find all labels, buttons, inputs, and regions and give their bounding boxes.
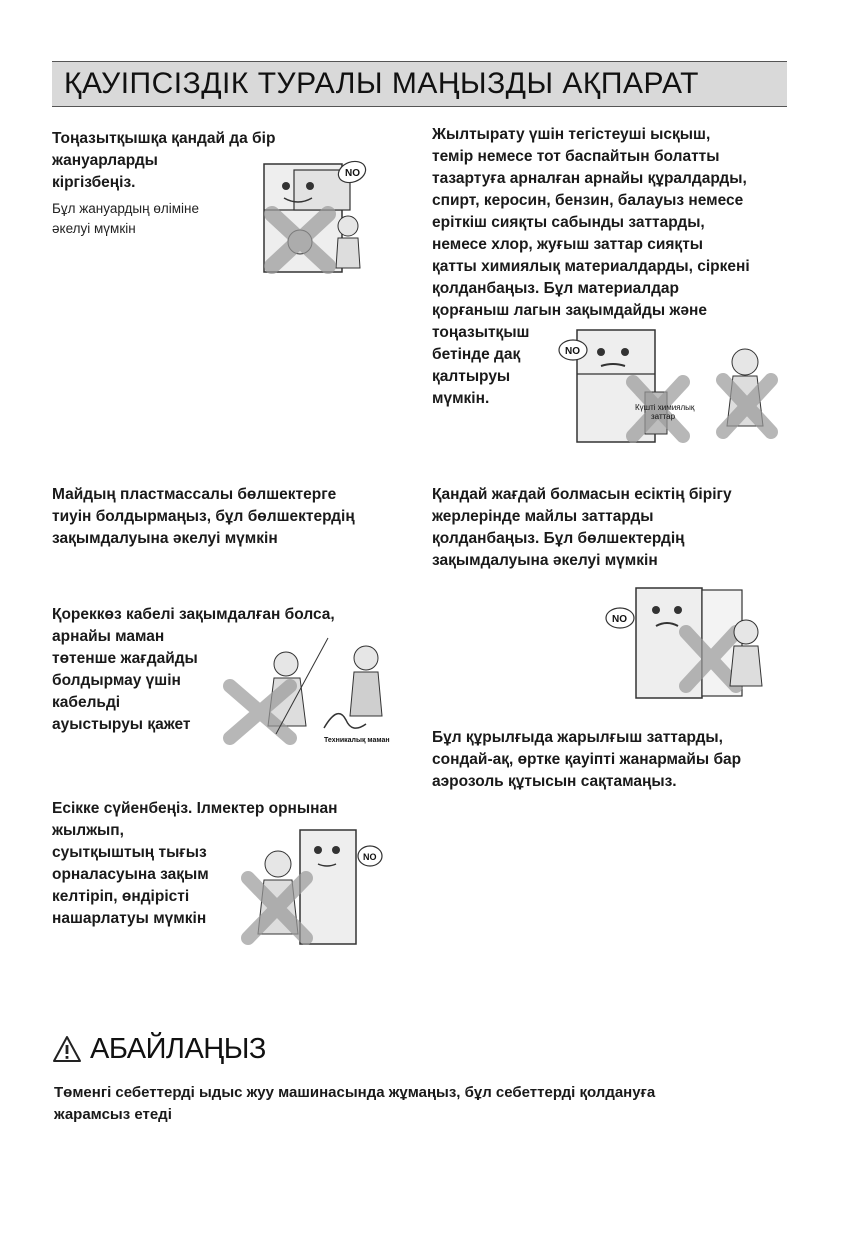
- illustration-oil-hinges: [580, 580, 780, 702]
- illustration-chemicals: [545, 322, 785, 446]
- caution-title: АБАЙЛАҢЫЗ: [90, 1033, 266, 1065]
- technician-caption: Техникалық маман: [324, 737, 390, 744]
- hinges-warning: Қандай жағдай болмасын есіктің бірігу жерлерінде майлы заттарды қолданбаңыз. Бұл бөлшектердің зақымдалуына әкелуі мүмкін: [432, 486, 732, 569]
- page-title: ҚАУІПСІЗДІК ТУРАЛЫ МАҢЫЗДЫ АҚПАРАТ: [64, 67, 699, 100]
- no-sign-label: NO: [345, 168, 360, 179]
- polish-warning: Жылтырату үшін тегістеуші ысқыш, темір немесе тот баспайтын болатты тазартуға арналған арнайы құралдарды, спирт, керосин, бензин, балауыз немесе еріткіш сияқты сабынды заттарды, немесе хлор, жуғыш заттар сияқты қатты химиялық материалдарды, сіркені қолданбаңыз. Бұл материалдар қорғаныш лагын зақымдайды және тоңазытқыш бетінде дақ қалтыруы мүмкін.: [432, 126, 750, 407]
- caution-text: Төменгі себеттерді ыдыс жуу машинасында жұмаңыз, бұл себеттерді қолдануға жарамсыз етеді: [54, 1084, 656, 1123]
- chemicals-label-line2: заттар: [651, 412, 676, 421]
- section-header: [52, 61, 787, 107]
- svg-text:NO: NO: [565, 346, 580, 357]
- illustration-animal-fridge: [250, 150, 380, 276]
- chemicals-label-line1: Күшті химиялық: [635, 403, 695, 412]
- lean-warning: Есікке сүйенбеңіз. Ілмектер орнынан жылжып, суытқыштың тығыз орналасуына зақым келтіріп, өндірісті нашарлатуы мүмкін: [52, 800, 338, 927]
- animals-warning: Тоңазытқышқа қандай да бір жануарларды кіргізбеңіз.: [52, 130, 276, 191]
- cable-warning: Қореккөз кабелі зақымдалған болса, арнайы маман төтенше жағдайды болдырмау үшін кабельді ауыстыруы қажет: [52, 606, 335, 733]
- warning-triangle-icon: [52, 1035, 82, 1065]
- plastic-warning: Майдың пластмассалы бөлшектерге тиуін болдырмаңыз, бұл бөлшектердің зақымдалуына әкелуі мүмкін: [52, 486, 355, 547]
- svg-text:NO: NO: [612, 614, 627, 625]
- svg-text:NO: NO: [363, 852, 377, 862]
- illustration-power-cable: [220, 634, 410, 746]
- explosive-warning: Бұл құрылғыда жарылғыш заттарды, сондай-ақ, өртке қауіпті жанармайы бар аэрозоль құтысын сақтамаңыз.: [432, 729, 742, 790]
- illustration-lean-door: [236, 824, 386, 948]
- animals-note: Бұл жануардың өліміне әкелуі мүмкін: [52, 201, 199, 236]
